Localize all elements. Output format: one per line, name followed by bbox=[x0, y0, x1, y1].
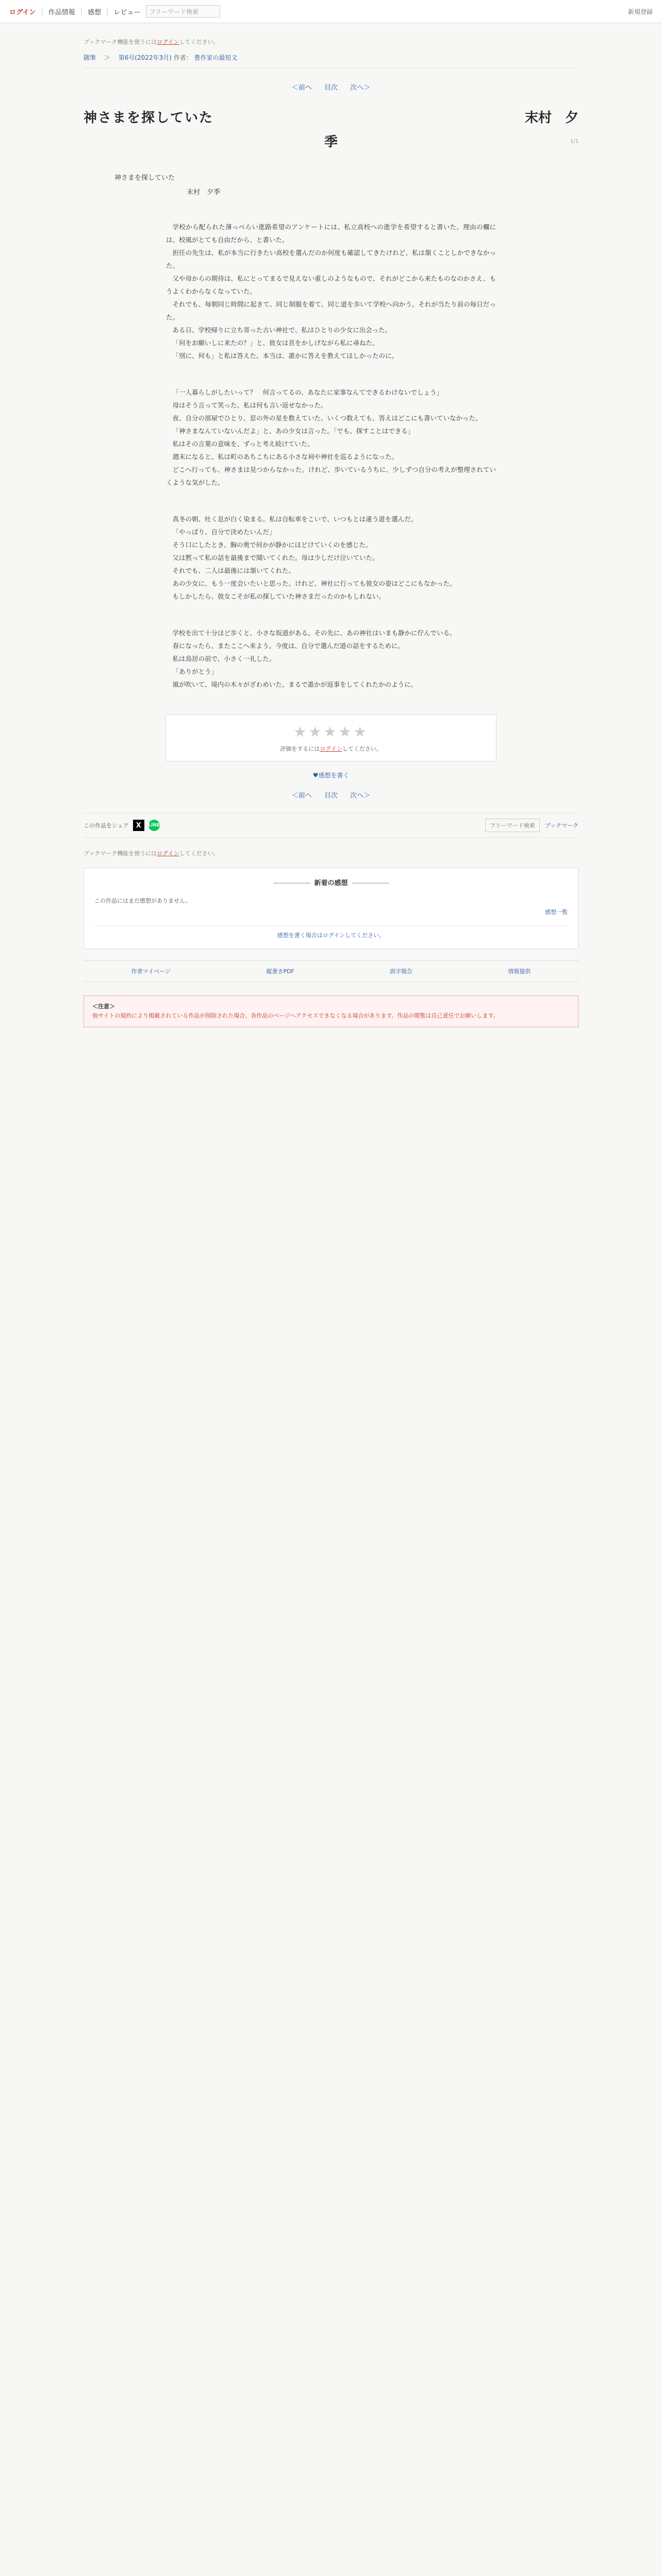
paragraph: 父は黙って私の話を最後まで聞いてくれた。母は少しだけ泣いていた。 bbox=[172, 554, 379, 562]
rating-note: 評価をするにはログインしてください。 bbox=[280, 745, 382, 752]
divider: | bbox=[41, 7, 43, 15]
paragraph: 「神さまなんていないんだよ」と、あの少女は言った。「でも、探すことはできる」 bbox=[172, 427, 415, 435]
top-navigation-bar bbox=[0, 0, 662, 23]
paragraph: 母はそう言って笑った。私は何も言い返せなかった。 bbox=[172, 401, 327, 409]
toc-link[interactable]: 目次 bbox=[324, 792, 338, 800]
paragraph: 風が吹いて、境内の木々がざわめいた。まるで誰かが返事をしてくれたかのように。 bbox=[172, 681, 418, 688]
paragraph: 「何をお願いしに来たの？」と、彼女は首をかしげながら私に尋ねた。 bbox=[172, 339, 379, 347]
register-link[interactable]: 新規登録 bbox=[627, 8, 653, 15]
paragraph: どこへ行っても、神さまは見つからなかった。けれど、歩いているうちに、少しずつ自分の考えが整理されていくような気がした。 bbox=[166, 466, 496, 486]
work-title: 神さまを探していた bbox=[84, 110, 214, 126]
bookmark-login-link[interactable]: ログイン bbox=[157, 39, 179, 45]
bookmark-login-note: ブックマーク機能を使うにはログインしてください。 bbox=[84, 39, 219, 45]
paragraph: 真冬の朝、吐く息が白く染まる。私は自転車をこいで、いつもとは違う道を選んだ。 bbox=[172, 515, 418, 523]
story-body bbox=[166, 221, 496, 691]
latest-impressions-heading: —————— 新着の感想 —————— bbox=[94, 877, 568, 887]
chapter-title: 季 bbox=[324, 134, 338, 150]
latest-impressions-body: この作品にはまだ感想がありません。 bbox=[94, 897, 191, 904]
share-label: この作品をシェア bbox=[84, 822, 129, 829]
paragraph: 私はその言葉の意味を、ずっと考え続けていた。 bbox=[172, 440, 314, 448]
breadcrumb-issue[interactable]: 第6号(2022年3月) bbox=[118, 54, 172, 61]
breadcrumb: 随筆 ＞ 第6号(2022年3月) 作者： 豊作家の最短文 bbox=[84, 53, 578, 69]
breadcrumb-genre[interactable]: 随筆 bbox=[84, 54, 96, 61]
paragraph: 週末になると、私は町のあちこちにある小さな祠や神社を巡るようになった。 bbox=[172, 453, 399, 461]
rating-stars[interactable]: ★★★★★ bbox=[293, 723, 369, 740]
breadcrumb-author[interactable]: 豊作家の最短文 bbox=[194, 54, 238, 61]
toc-link[interactable]: 目次 bbox=[324, 84, 338, 92]
divider: | bbox=[106, 7, 109, 15]
warning-heading: ＜注意＞ bbox=[92, 1003, 115, 1010]
footer-links bbox=[84, 960, 578, 982]
rating-box bbox=[166, 715, 496, 761]
story-block-3 bbox=[166, 513, 496, 603]
paragraph: 学校から配られた薄っぺらい進路希望のアンケートには、私立高校への進学を希望すると書いた。理由の欄には、校風がとても自由だから、と書いた。 bbox=[166, 223, 496, 244]
info-report-link[interactable]: 情報提供 bbox=[508, 968, 531, 975]
breadcrumb-separator: ＞ bbox=[97, 54, 117, 61]
paragraph: 「ありがとう」 bbox=[172, 668, 218, 675]
main-content bbox=[84, 38, 578, 1027]
paragraph: あの少女に、もう一度会いたいと思った。けれど、神社に行っても彼女の姿はどこにもなかった。 bbox=[172, 580, 456, 587]
preface bbox=[114, 171, 578, 200]
write-impression-link[interactable]: ♥感想を書く bbox=[312, 772, 350, 779]
story-block-1 bbox=[166, 221, 496, 362]
impressions-login-note[interactable]: 感想を書く場合はログインしてください。 bbox=[94, 925, 568, 939]
rating-login-link[interactable]: ログイン bbox=[320, 745, 342, 752]
paragraph: それでも、二人は最後には頷いてくれた。 bbox=[172, 567, 295, 574]
share-left bbox=[84, 820, 160, 831]
search-input[interactable]: フリーワード検索 bbox=[146, 5, 220, 18]
next-link[interactable]: 次へ＞ bbox=[350, 792, 371, 800]
pager-bottom bbox=[84, 790, 578, 800]
bottom-login-link[interactable]: ログイン bbox=[157, 850, 179, 857]
paragraph: 夜、自分の部屋でひとり、窓の外の星を数えていた。いくつ数えても、答えはどこにも書いていなかった。 bbox=[172, 414, 482, 422]
next-link[interactable]: 次へ＞ bbox=[350, 84, 371, 92]
nav-review[interactable]: レビュー bbox=[113, 8, 141, 16]
line-share-icon[interactable]: LINE bbox=[148, 820, 160, 831]
paragraph: 担任の先生は、私が本当に行きたい高校を選んだのか何度も確認してきたけれど、私は頷くことしかできなかった。 bbox=[166, 249, 496, 269]
vertical-pdf-link[interactable]: 縦書きPDF bbox=[266, 968, 294, 975]
paragraph: 「やっぱり、自分で決めたいんだ」 bbox=[172, 528, 276, 536]
login-link[interactable]: ログイン bbox=[9, 8, 36, 16]
share-right bbox=[485, 819, 578, 832]
prev-link[interactable]: ＜前へ bbox=[291, 84, 312, 92]
paragraph: そう口にしたとき、胸の奥で何かが静かにほどけていくのを感じた。 bbox=[172, 541, 372, 549]
paragraph: それでも、毎朝同じ時間に起きて、同じ制服を着て、同じ道を歩いて学校へ向かう。それが当たり前の毎日だった。 bbox=[166, 300, 496, 321]
divider: | bbox=[80, 7, 83, 15]
author-mypage-link[interactable]: 作者マイページ bbox=[131, 968, 171, 975]
typo-report-link[interactable]: 誤字報告 bbox=[390, 968, 413, 975]
paragraph: 学校を出て十分ほど歩くと、小さな坂道がある。その先に、あの神社はいまも静かに佇んでいる。 bbox=[172, 629, 456, 637]
paragraph: 私は鳥居の前で、小さく一礼した。 bbox=[172, 655, 276, 663]
paragraph: 父や母からの期待は、私にとってまるで見えない重しのようなもので、それがどこから来たものなのかさえ、もうよくわからなくなっていた。 bbox=[166, 275, 496, 295]
bottom-bookmark-note: ブックマーク機能を使うにはログインしてください。 bbox=[84, 850, 219, 857]
paragraph: ある日、学校帰りに立ち寄った古い神社で、私はひとりの少女に出会った。 bbox=[172, 326, 392, 334]
story-block-4 bbox=[166, 626, 496, 691]
story-block-2 bbox=[166, 386, 496, 489]
preface-title: 神さまを探していた bbox=[114, 174, 175, 182]
share-row bbox=[84, 813, 578, 838]
paragraph: もしかしたら、彼女こそが私の探していた神さまだったのかもしれない。 bbox=[172, 592, 386, 600]
impressions-list-link[interactable]: 感想一覧 bbox=[545, 909, 568, 916]
paragraph: 春になったら、またここへ来よう。今度は、自分で選んだ道の話をするために。 bbox=[172, 642, 405, 650]
warning-box bbox=[84, 995, 578, 1027]
prev-link[interactable]: ＜前へ bbox=[291, 792, 312, 800]
preface-author: 末村 夕季 bbox=[187, 189, 221, 196]
latest-impressions-box bbox=[84, 868, 578, 949]
pager-top bbox=[84, 82, 578, 92]
work-author[interactable]: 末村 夕 bbox=[524, 110, 578, 126]
x-share-icon[interactable]: X bbox=[133, 820, 144, 831]
nav-work-info[interactable]: 作品情報 bbox=[48, 8, 75, 16]
paragraph: 「一人暮らしがしたいって？ 何言ってるの、あなたに家事なんてできるわけないでしょう」 bbox=[172, 388, 443, 396]
page-number: 1/1 bbox=[570, 139, 578, 144]
paragraph: 「別に、何も」と私は答えた。本当は、誰かに答えを教えてほしかったのに。 bbox=[172, 352, 399, 360]
title-row bbox=[84, 107, 578, 126]
nav-impressions[interactable]: 感想 bbox=[88, 8, 102, 16]
warning-text: 他サイトの規約により掲載されている作品が削除された場合、各作品のページへアクセスできなくなる場合があります。作品の閲覧は自己責任でお願いします。 bbox=[92, 1012, 499, 1019]
bookmark-button[interactable]: ブックマーク bbox=[544, 822, 578, 829]
bottom-search-input[interactable]: フリーワード検索 bbox=[485, 819, 540, 832]
